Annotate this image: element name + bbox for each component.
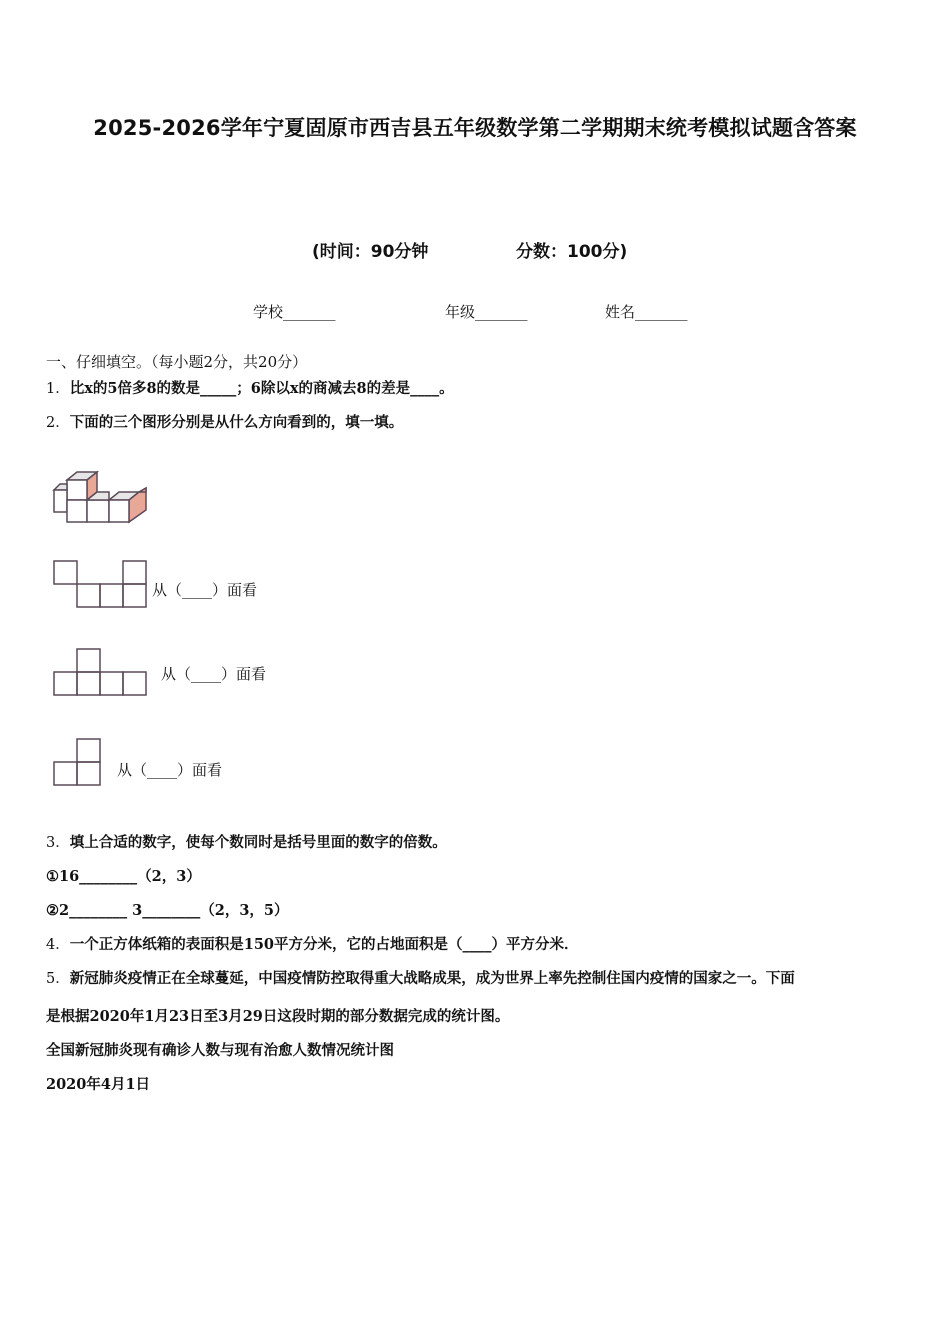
question-text: 填上合适的数字，使每个数同时是括号里面的数字的倍数。 — [69, 834, 447, 851]
question-3 — [46, 831, 447, 852]
view-3-label: 从（____）面看 — [117, 761, 223, 779]
question-3-line-2: ②2________ 3________（2，3，5） — [46, 902, 289, 919]
question-number: 3． — [46, 835, 70, 851]
view-2-figure — [53, 648, 148, 698]
view-3-figure — [53, 738, 103, 788]
view-1-figure — [53, 560, 148, 610]
exam-time: (时间：90分钟 — [312, 242, 429, 262]
chart-title: 全国新冠肺炎现有确诊人数与现有治愈人数情况统计图 — [46, 1042, 394, 1059]
chart-date: 2020年4月1日 — [46, 1076, 151, 1093]
question-1 — [46, 377, 454, 398]
question-number: 4． — [46, 937, 70, 953]
question-5 — [46, 967, 795, 988]
question-text: 新冠肺炎疫情正在全球蔓延，中国疫情防控取得重大战略成果，成为世界上率先控制住国内疫情的国家之一。下面 — [69, 970, 795, 987]
question-text: 比x的5倍多8的数是_____；6除以x的商减去8的差是____。 — [69, 380, 454, 397]
page-title: 2025-2026学年宁夏固原市西吉县五年级数学第二学期期末统考模拟试题含答案 — [93, 116, 857, 140]
question-4 — [46, 933, 579, 954]
question-3-line-1: ①16________（2，3） — [46, 868, 201, 885]
grade-field: 年级_______ — [445, 303, 528, 321]
section-heading: 一、仔细填空。（每小题2分，共20分） — [46, 353, 308, 371]
view-2-label: 从（____）面看 — [161, 665, 267, 683]
cube-3d-figure — [50, 470, 150, 530]
name-field: 姓名_______ — [605, 303, 688, 321]
question-text: 一个正方体纸箱的表面积是150平方分米，它的占地面积是（____）平方分米． — [69, 936, 579, 953]
question-2 — [46, 411, 403, 432]
question-5-continued: 是根据2020年1月23日至3月29日这段时期的部分数据完成的统计图。 — [46, 1008, 510, 1025]
school-field: 学校_______ — [253, 303, 336, 321]
question-number: 2． — [46, 415, 70, 431]
question-text: 下面的三个图形分别是从什么方向看到的，填一填。 — [69, 414, 404, 431]
question-number: 1． — [46, 381, 70, 397]
exam-score: 分数：100分) — [516, 242, 628, 262]
question-number: 5． — [46, 971, 70, 987]
view-1-label: 从（____）面看 — [152, 581, 258, 599]
